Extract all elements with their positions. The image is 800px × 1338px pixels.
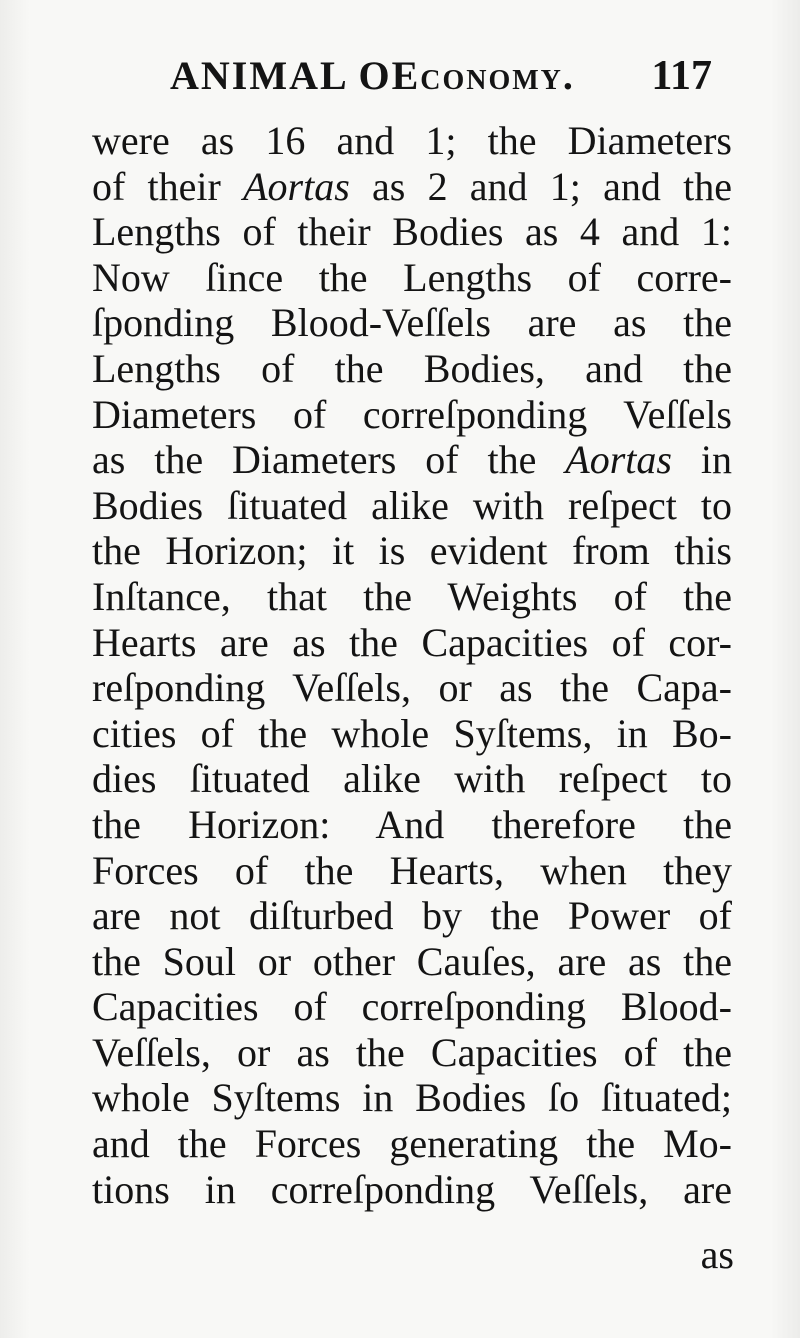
text-line: of their Aortas as 2 and 1; and the xyxy=(92,163,732,209)
page-number: 117 xyxy=(651,53,712,99)
text-line: whole Syſtems in Bodies ſo ſituated; xyxy=(92,1075,732,1121)
page-header xyxy=(170,52,730,100)
text-line: Lengths of their Bodies as 4 and 1: xyxy=(92,209,732,255)
text-line: Now ſince the Lengths of corre- xyxy=(92,254,732,300)
text-line: tions in correſponding Veſſels, are xyxy=(92,1166,732,1212)
text-line: as the Diameters of the Aortas in xyxy=(92,437,732,483)
text-line: and the Forces generating the Mo- xyxy=(92,1121,732,1167)
text-line: Diameters of correſponding Veſſels xyxy=(92,391,732,437)
text-line: are not diſturbed by the Power of xyxy=(92,893,732,939)
text-line: the Horizon: And therefore the xyxy=(92,801,732,847)
running-title: ANIMAL OEconomy. xyxy=(170,53,575,98)
text-line: Forces of the Hearts, when they xyxy=(92,847,732,893)
text-line: Lengths of the Bodies, and the xyxy=(92,345,732,391)
text-line: Veſſels, or as the Capacities of the xyxy=(92,1029,732,1075)
body-text xyxy=(92,118,732,1212)
text-line: Capacities of correſponding Blood- xyxy=(92,984,732,1030)
text-line: the Soul or other Cauſes, are as the xyxy=(92,938,732,984)
catchword: as xyxy=(700,1232,734,1277)
text-line: Inſtance, that the Weights of the xyxy=(92,573,732,619)
text-line: ſponding Blood-Veſſels are as the xyxy=(92,300,732,346)
text-line: Bodies ſituated alike with reſpect to xyxy=(92,482,732,528)
text-line: reſponding Veſſels, or as the Capa- xyxy=(92,665,732,711)
text-line: the Horizon; it is evident from this xyxy=(92,528,732,574)
text-line: dies ſituated alike with reſpect to xyxy=(92,756,732,802)
text-line: Hearts are as the Capacities of cor- xyxy=(92,619,732,665)
text-line: cities of the whole Syſtems, in Bo- xyxy=(92,710,732,756)
text-line: were as 16 and 1; the Diameters xyxy=(92,118,732,163)
